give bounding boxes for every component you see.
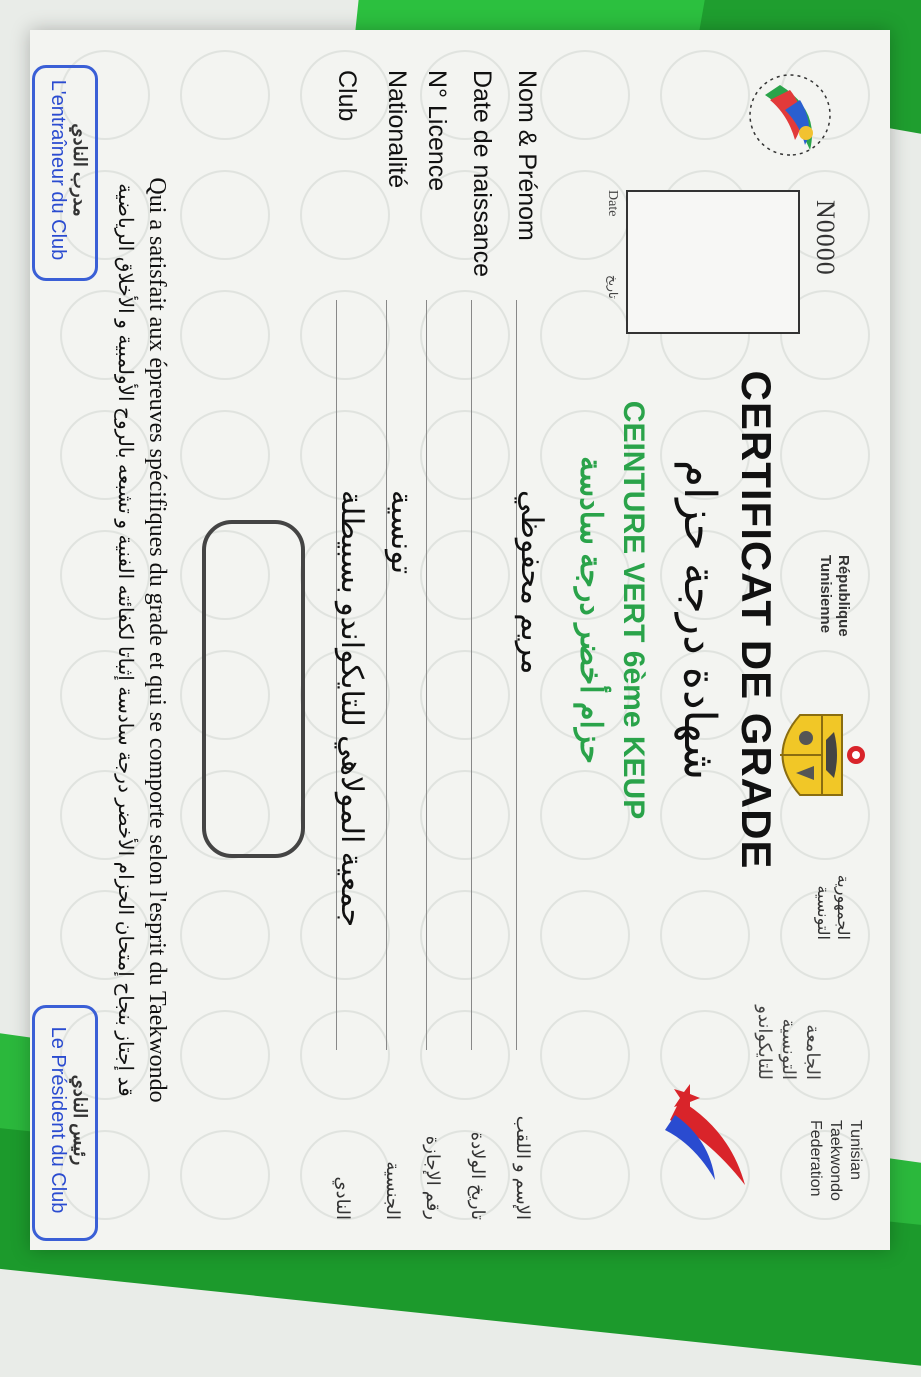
field-value-club: جمعية المولاهي للتايكواندو بسبيطلة bbox=[335, 490, 368, 928]
field-value-name: مريم محفوظي bbox=[515, 490, 548, 675]
field-line bbox=[516, 300, 517, 1050]
republic-name-arabic: الجمهورية التونسية bbox=[814, 874, 851, 940]
watermark-circle bbox=[540, 1010, 630, 1100]
field-row-birthdate bbox=[463, 70, 505, 1220]
club-stamp bbox=[32, 65, 98, 281]
watermark-circle bbox=[780, 410, 870, 500]
signature-president-arabic: رئيس النادي bbox=[70, 1074, 90, 1166]
grade-title-french: CEINTURE VERT 6ème KEUP bbox=[617, 400, 650, 820]
field-label-arabic: الإسم و اللقب bbox=[513, 1115, 533, 1220]
federation-name-arabic: الجامعة التونسية للتايكواندو bbox=[755, 1005, 823, 1080]
watermark-circle bbox=[180, 890, 270, 980]
certificate-sheet bbox=[30, 30, 890, 1250]
signature-coach-french: L'entraîneur du Club bbox=[47, 79, 69, 261]
federation-name-english: Tunisian Taekwondo Federation bbox=[807, 1120, 864, 1201]
federation-logo-icon bbox=[650, 1080, 770, 1200]
field-label: Nationalité bbox=[383, 70, 411, 189]
field-value-nationality: تونسية bbox=[385, 490, 418, 575]
statement-arabic: قد إجتاز بنجاح إمتحان الحزام الأخضر درجة سادسة إثباتا لكفائته الفنية و تشبعه بالروح الأولمبية و الأخلاق الرياضية bbox=[114, 183, 136, 1097]
field-row-name bbox=[508, 70, 550, 1220]
date-label-arabic: تاريخ bbox=[606, 275, 620, 299]
date-label: Date bbox=[605, 190, 620, 217]
federation-stamp bbox=[202, 520, 305, 858]
watermark-circle bbox=[540, 890, 630, 980]
watermark-circle bbox=[540, 1130, 630, 1220]
photo-placeholder bbox=[626, 190, 800, 334]
field-line bbox=[386, 300, 387, 1050]
watermark-circle bbox=[660, 890, 750, 980]
watermark-circle bbox=[540, 50, 630, 140]
world-taekwondo-logo-icon bbox=[730, 55, 850, 175]
watermark-circle bbox=[180, 290, 270, 380]
statement-french: Qui a satisfait aux épreuves spécifiques du grade et qui se comporte selon l'esprit du Taekwondo bbox=[144, 177, 170, 1103]
field-label: Club bbox=[333, 70, 361, 122]
club-stamp bbox=[32, 1005, 98, 1241]
watermark-circle bbox=[180, 170, 270, 260]
field-row-licence bbox=[418, 70, 460, 1220]
field-row-club bbox=[328, 70, 370, 1220]
watermark-circle bbox=[180, 410, 270, 500]
signature-president-french: Le Président du Club bbox=[47, 1026, 69, 1214]
field-line bbox=[471, 300, 472, 1050]
certificate-title-arabic: شهادة درجة حزام bbox=[675, 459, 724, 781]
grade-title-arabic: حزام أخضر درجة سادسة bbox=[574, 456, 607, 764]
watermark-circle bbox=[180, 1010, 270, 1100]
field-label-arabic: النادي bbox=[333, 1176, 353, 1220]
field-label: N° Licence bbox=[423, 70, 451, 192]
field-label-arabic: رقم الإجازة bbox=[423, 1135, 443, 1220]
field-label-arabic: الجنسية bbox=[383, 1161, 403, 1220]
watermark-circle bbox=[180, 50, 270, 140]
field-line bbox=[426, 300, 427, 1050]
watermark-circle bbox=[180, 1130, 270, 1220]
certificate-title-french: CERTIFICAT DE GRADE bbox=[733, 370, 780, 870]
field-row-nationality bbox=[378, 70, 420, 1220]
signature-coach-arabic: مدرب النادي bbox=[70, 123, 90, 217]
certificate-number: N0000 bbox=[811, 200, 840, 276]
republic-name-french: République Tunisienne bbox=[817, 555, 852, 637]
field-label-arabic: تاريخ الولادة bbox=[468, 1131, 488, 1220]
field-label: Nom & Prénom bbox=[513, 70, 541, 241]
field-label: Date de naissance bbox=[468, 70, 496, 278]
